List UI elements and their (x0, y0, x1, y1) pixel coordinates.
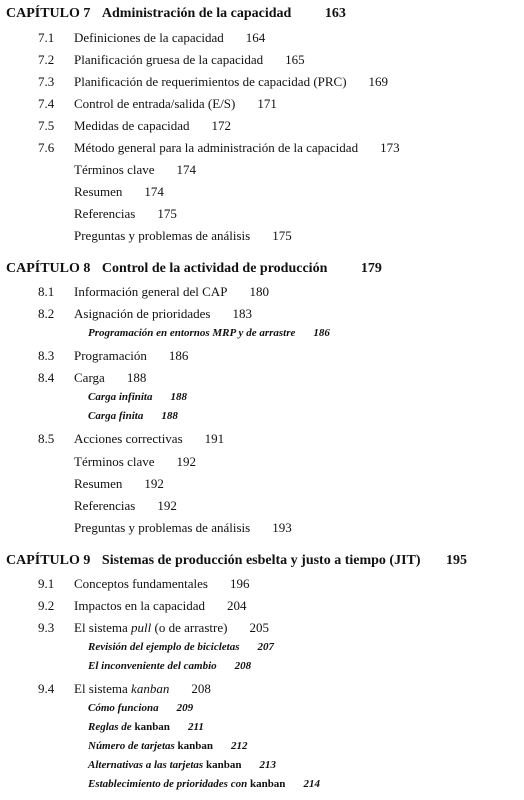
toc-entry (38, 141, 400, 154)
chapter-page: 163 (324, 6, 346, 21)
toc-end-item (74, 455, 196, 468)
section-title: El sistema kanban (74, 681, 170, 696)
chapter-9-heading (6, 554, 467, 568)
section-page: 191 (204, 431, 225, 446)
section-page: 188 (126, 370, 147, 385)
subsection-page: 211 (187, 721, 204, 733)
section-title: Programación (74, 348, 147, 363)
subsection-page: 186 (313, 327, 330, 339)
toc-end-item (74, 207, 177, 220)
end-item-title: Preguntas y problemas de análisis (74, 228, 251, 243)
subsection-page: 214 (303, 778, 320, 790)
section-number: 9.4 (38, 681, 55, 696)
section-number: 8.1 (38, 284, 55, 299)
end-item-title: Resumen (74, 184, 123, 199)
toc-subentry (88, 411, 178, 422)
section-title: Método general para la administración de la capacidad (74, 140, 359, 155)
section-number: 9.2 (38, 598, 55, 613)
section-page: 172 (211, 118, 232, 133)
section-number: 7.5 (38, 118, 55, 133)
section-number: 7.1 (38, 30, 55, 45)
toc-end-item (74, 185, 164, 198)
section-number: 7.4 (38, 96, 55, 111)
subsection-title: Alternativas a las tarjetas kanban (88, 759, 242, 771)
section-number: 9.3 (38, 620, 55, 635)
toc-end-item (74, 521, 292, 534)
end-item-page: 175 (272, 228, 292, 243)
toc-entry (38, 432, 224, 445)
section-number: 8.3 (38, 348, 55, 363)
subsection-title: El inconveniente del cambio (88, 660, 217, 672)
section-number: 7.2 (38, 52, 55, 67)
section-page: 205 (249, 620, 269, 635)
subsection-page: 188 (161, 410, 178, 422)
toc-end-item (74, 163, 196, 176)
subsection-title: Carga finita (88, 410, 144, 422)
end-item-title: Preguntas y problemas de análisis (74, 520, 251, 535)
toc-subentry (88, 642, 274, 653)
end-item-title: Referencias (74, 206, 136, 221)
toc-entry (38, 577, 249, 590)
toc-end-item (74, 499, 177, 512)
toc-subentry (88, 722, 204, 733)
subsection-page: 188 (170, 391, 187, 403)
end-item-page: 174 (144, 184, 164, 199)
toc-subentry (88, 328, 330, 339)
toc-subentry (88, 392, 187, 403)
chapter-label: CAPÍTULO 8 (6, 261, 91, 276)
chapter-page: 179 (360, 261, 382, 276)
subsection-page: 213 (259, 759, 276, 771)
toc-entry (38, 621, 269, 634)
toc-entry (38, 349, 188, 362)
end-item-title: Términos clave (74, 454, 155, 469)
subsection-title: Número de tarjetas kanban (88, 740, 214, 752)
end-item-page: 175 (157, 206, 177, 221)
chapter-title: Sistemas de producción esbelta y justo a tiempo (JIT) (101, 553, 421, 568)
section-title: Acciones correctivas (74, 431, 183, 446)
subsection-title: Programación en entornos MRP y de arrastre (88, 327, 296, 339)
toc-entry (38, 97, 277, 110)
section-title: Planificación gruesa de la capacidad (74, 52, 264, 67)
end-item-page: 192 (157, 498, 177, 513)
toc-subentry (88, 779, 320, 790)
section-page: 164 (245, 30, 266, 45)
subsection-page: 212 (231, 740, 248, 752)
subsection-title: Establecimiento de prioridades con kanban (88, 778, 286, 790)
subsection-page: 208 (234, 660, 252, 672)
toc-entry (38, 682, 211, 695)
section-title: Impactos en la capacidad (74, 598, 206, 613)
section-page: 169 (368, 74, 389, 89)
chapter-label: CAPÍTULO 9 (6, 553, 91, 568)
section-page: 180 (249, 284, 269, 299)
section-page: 183 (232, 306, 252, 321)
section-page: 204 (227, 598, 247, 613)
section-title: Información general del CAP (74, 284, 228, 299)
subsection-page: 207 (257, 641, 275, 653)
toc-subentry (88, 703, 193, 714)
end-item-page: 192 (176, 454, 196, 469)
toc-end-item (74, 229, 292, 242)
end-item-title: Resumen (74, 476, 123, 491)
section-title: Planificación de requerimientos de capacidad (PRC) (74, 74, 347, 89)
end-item-page: 193 (272, 520, 292, 535)
chapter-title: Control de la actividad de producción (101, 261, 328, 276)
section-page: 186 (168, 348, 189, 363)
toc-entry (38, 371, 146, 384)
toc-subentry (88, 760, 276, 771)
chapter-8-heading (6, 262, 382, 276)
section-title: Medidas de capacidad (74, 118, 190, 133)
toc-entry (38, 119, 231, 132)
section-title: Control de entrada/salida (E/S) (74, 96, 236, 111)
toc-entry (38, 285, 269, 298)
toc-entry (38, 53, 305, 66)
end-item-page: 192 (144, 476, 164, 491)
end-item-title: Referencias (74, 498, 136, 513)
subsection-title: Revisión del ejemplo de bicicletas (88, 641, 240, 653)
section-number: 8.2 (38, 306, 55, 321)
toc-subentry (88, 741, 248, 752)
toc-entry (38, 307, 252, 320)
section-title: El sistema pull (o de arrastre) (74, 620, 228, 635)
section-number: 7.6 (38, 140, 55, 155)
section-page: 171 (257, 96, 277, 111)
subsection-title: Cómo funciona (88, 702, 159, 714)
chapter-page: 195 (446, 553, 468, 568)
subsection-title: Reglas de kanban (88, 721, 170, 733)
chapter-label: CAPÍTULO 7 (6, 6, 91, 21)
section-title: Asignación de prioridades (74, 306, 211, 321)
toc-entry (38, 599, 247, 612)
toc-subentry (88, 661, 251, 672)
section-title: Conceptos fundamentales (74, 576, 208, 591)
section-number: 9.1 (38, 576, 55, 591)
section-number: 7.3 (38, 74, 55, 89)
toc-entry (38, 31, 265, 44)
toc-end-item (74, 477, 164, 490)
section-page: 173 (380, 140, 400, 155)
section-title: Carga (74, 370, 105, 385)
section-number: 8.5 (38, 431, 55, 446)
section-page: 196 (229, 576, 250, 591)
section-page: 165 (285, 52, 305, 67)
end-item-page: 174 (176, 162, 196, 177)
section-number: 8.4 (38, 370, 55, 385)
subsection-title: Carga infinita (88, 391, 153, 403)
chapter-7-heading (6, 7, 346, 21)
section-page: 208 (191, 681, 211, 696)
toc-entry (38, 75, 388, 88)
end-item-title: Términos clave (74, 162, 155, 177)
section-title: Definiciones de la capacidad (74, 30, 224, 45)
subsection-page: 209 (176, 702, 194, 714)
chapter-title: Administración de la capacidad (101, 6, 292, 21)
